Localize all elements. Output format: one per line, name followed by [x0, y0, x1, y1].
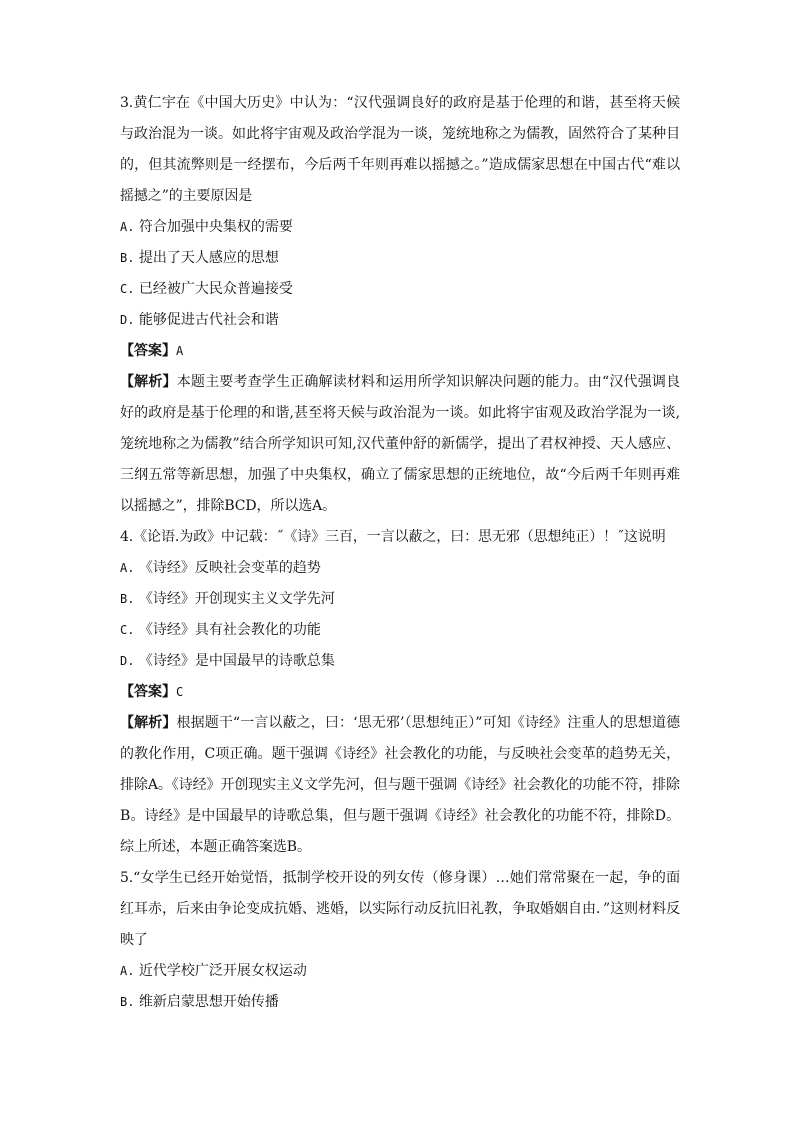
analysis-label: 【解析】 [120, 374, 177, 390]
analysis-paragraph [120, 708, 680, 863]
option-text: 提出了天人感应的思想 [138, 250, 279, 266]
option-letter: C. [120, 623, 135, 637]
analysis-label: 【解析】 [120, 715, 177, 731]
option-b [120, 584, 680, 615]
option-b [120, 243, 680, 274]
question-3 [120, 88, 680, 522]
analysis-text: 本题主要考查学生正确解读材料和运用所学知识解决问题的能力。由“汉代强调良好的政府是基于伦理的和谐,甚至将天候与政治混为一谈。如此将宇宙观及政治学混为一谈,笼统地称之为儒教”结合所学知识可知,汉代董仲舒的新儒学，提出了君权神授、天人感应、三纲五常等新思想，加强了中央集权，确立了儒家思想的正统地位，故“今后两千年则再难以摇撼之”，排除BCD，所以选A。 [120, 374, 680, 514]
option-b [120, 987, 680, 1018]
option-a [120, 553, 680, 584]
document-content [120, 88, 680, 1018]
answer-label: 【答案】 [120, 343, 176, 359]
option-a [120, 956, 680, 987]
analysis-text: 根据题干“一言以蔽之，曰：‘思无邪’（思想纯正）”可知《诗经》注重人的思想道德的教化作用，C项正确。题干强调《诗经》社会教化的功能，与反映社会变革的趋势无关，排除A。《诗经》开创现实主义文学先河，但与题干强调《诗经》社会教化的功能不符，排除B。诗经》是中国最早的诗歌总集，但与题干强调《诗经》社会教化的功能不符，排除D。综上所述，本题正确答案选B。 [120, 715, 680, 855]
question-5 [120, 863, 680, 1018]
answer-value: A [176, 344, 184, 358]
analysis-paragraph [120, 367, 680, 522]
option-text: 《诗经》具有社会教化的功能 [138, 622, 321, 638]
option-text: 维新启蒙思想开始传播 [138, 994, 279, 1010]
option-letter: A. [120, 220, 135, 234]
option-letter: C. [120, 282, 135, 296]
option-text: 近代学校广泛开展女权运动 [138, 963, 307, 979]
option-letter: D. [120, 654, 135, 668]
option-a [120, 212, 680, 243]
option-text: 《诗经》是中国最早的诗歌总集 [138, 653, 335, 669]
option-text: 能够促进古代社会和谐 [138, 312, 279, 328]
option-text: 符合加强中央集权的需要 [138, 219, 293, 235]
option-text: 《诗经》反映社会变革的趋势 [138, 560, 321, 576]
option-text: 《诗经》开创现实主义文学先河 [138, 591, 335, 607]
option-letter: B. [120, 251, 135, 265]
option-letter: D. [120, 313, 135, 327]
answer-value: C [176, 685, 184, 699]
option-d [120, 305, 680, 336]
question-stem: 5.“女学生已经开始觉悟，抵制学校开设的列女传（修身课）…她们常常聚在一起，争的面红耳赤，后来由争论变成抗婚、逃婚，以实际行动反抗旧礼教，争取婚姻自由．”这则材料反映了 [120, 870, 680, 948]
question-stem: 3.黄仁宇在《中国大历史》中认为：“汉代强调良好的政府是基于伦理的和谐，甚至将天候与政治混为一谈。如此将宇宙观及政治学混为一谈，笼统地称之为儒教，固然符合了某种目的，但其流弊则是一经摆布，今后两千年则再难以摇撼之。”造成儒家思想在中国古代“难以摇撼之”的主要原因是 [120, 95, 680, 204]
option-letter: B. [120, 592, 135, 606]
option-letter: A. [120, 561, 135, 575]
option-text: 已经被广大民众普遍接受 [138, 281, 293, 297]
option-c [120, 615, 680, 646]
option-d [120, 646, 680, 677]
answer-line [120, 677, 680, 708]
option-c [120, 274, 680, 305]
question-4 [120, 522, 680, 863]
option-letter: B. [120, 995, 135, 1009]
question-stem: 4.《论语.为政》中记载：˝《诗》三百，一言以蔽之，曰：思无邪（思想纯正）！˝这说明 [120, 529, 666, 545]
answer-line [120, 336, 680, 367]
answer-label: 【答案】 [120, 684, 176, 700]
option-letter: A. [120, 964, 135, 978]
